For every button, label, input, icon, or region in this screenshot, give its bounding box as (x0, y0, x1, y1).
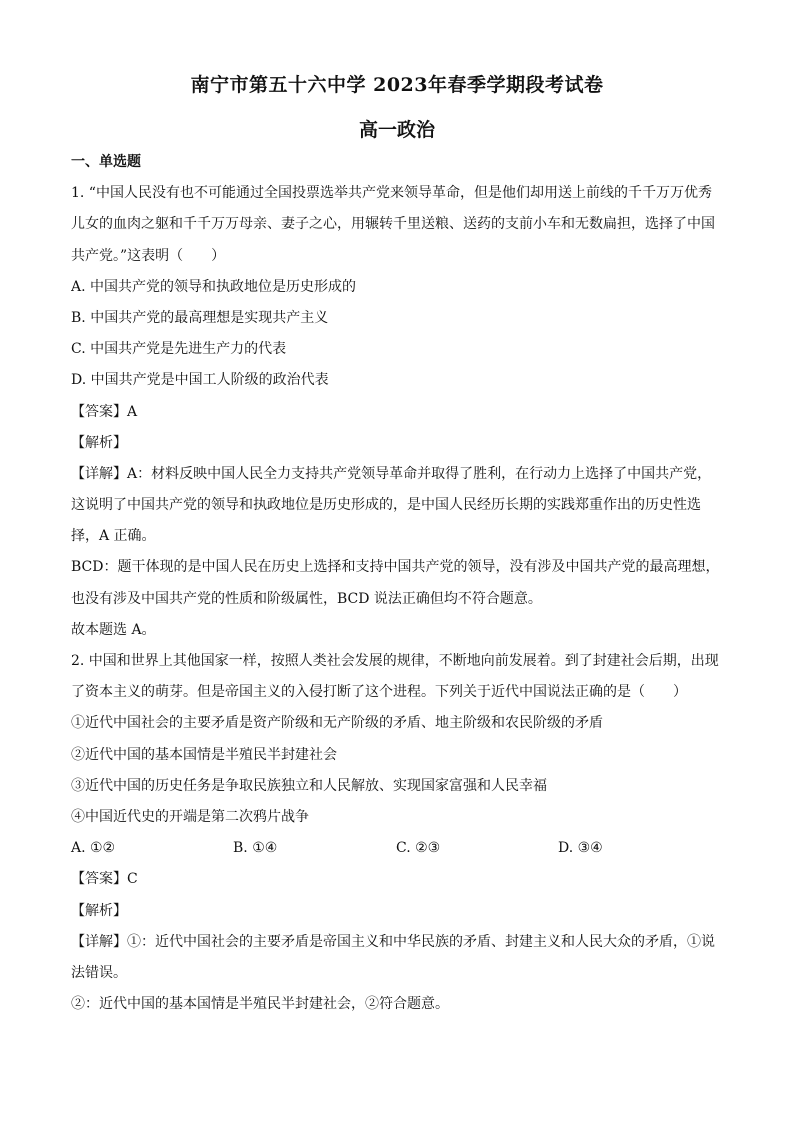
question-1 (71, 178, 721, 646)
question-2-detail-line: 【详解】①：近代中国社会的主要矛盾是帝国主义和中华民族的矛盾、封建主义和人民大众的矛盾，①说 (71, 933, 715, 950)
exam-content (71, 147, 721, 1020)
question-2-choices (71, 833, 721, 864)
question-2-choice-c: C. ②③ (396, 840, 441, 857)
question-2-detail-line: 法错误。 (71, 964, 127, 981)
question-1-detail-line: 这说明了中国共产党的领导和执政地位是历史形成的，是中国人民经历长期的实践郑重作出的历史性选 (71, 497, 701, 514)
question-1-stem-line: 儿女的血肉之躯和千千万万母亲、妻子之心，用辗转千里送粮、送药的支前小车和无数扁担，选择了中国 (71, 216, 715, 233)
question-2 (71, 646, 721, 1020)
question-2-statement: ③近代中国的历史任务是争取民族独立和人民解放、实现国家富强和人民幸福 (71, 777, 547, 794)
question-2-stem-line: 了资本主义的萌芽。但是帝国主义的入侵打断了这个进程。下列关于近代中国说法正确的是（ ） (71, 684, 687, 701)
question-2-answer: 【答案】C (71, 871, 138, 888)
section-heading: 一、单选题 (71, 154, 141, 170)
exam-title: 南宁市第五十六中学 2023年春季学期段考试卷 (190, 74, 604, 96)
question-1-detail-line: 故本题选 A。 (71, 621, 156, 638)
question-1-stem-line: 1. “中国人民没有也不可能通过全国投票选举共产党来领导革命，但是他们却用送上前线的千千万万优秀 (71, 185, 712, 202)
question-1-analysis-label: 【解析】 (71, 434, 127, 451)
question-1-detail-line: BCD：题干体现的是中国人民在历史上选择和支持中国共产党的领导，没有涉及中国共产党的最高理想， (71, 559, 720, 576)
question-1-detail-line: 择，A 正确。 (71, 528, 156, 545)
question-2-choice-a: A. ①② (71, 840, 116, 857)
question-2-statement: ④中国近代史的开端是第二次鸦片战争 (71, 808, 309, 825)
question-2-detail-line: ②：近代中国的基本国情是半殖民半封建社会，②符合题意。 (71, 996, 449, 1013)
question-1-option-a: A. 中国共产党的领导和执政地位是历史形成的 (71, 278, 357, 295)
question-1-detail-line: 也没有涉及中国共产党的性质和阶级属性，BCD 说法正确但均不符合题意。 (71, 590, 542, 607)
question-2-statement: ②近代中国的基本国情是半殖民半封建社会 (71, 746, 337, 763)
question-1-stem-line: 共产党。”这表明（ ） (71, 247, 226, 264)
question-2-choice-b: B. ①④ (233, 840, 278, 857)
question-1-option-d: D. 中国共产党是中国工人阶级的政治代表 (71, 372, 329, 389)
question-2-statement: ①近代中国社会的主要矛盾是资产阶级和无产阶级的矛盾、地主阶级和农民阶级的矛盾 (71, 715, 603, 732)
question-2-choice-d: D. ③④ (558, 840, 603, 857)
question-1-option-c: C. 中国共产党是先进生产力的代表 (71, 341, 287, 358)
question-1-answer: 【答案】A (71, 403, 138, 420)
question-1-option-b: B. 中国共产党的最高理想是实现共产主义 (71, 309, 329, 326)
question-1-detail-line: 【详解】A：材料反映中国人民全力支持共产党领导革命并取得了胜利，在行动力上选择了中国共产党， (71, 465, 712, 482)
exam-subject: 高一政治 (358, 119, 435, 141)
question-2-stem-line: 2. 中国和世界上其他国家一样，按照人类社会发展的规律，不断地向前发展着。到了封建社会后期，出现 (71, 653, 719, 669)
question-2-analysis-label: 【解析】 (71, 902, 127, 919)
